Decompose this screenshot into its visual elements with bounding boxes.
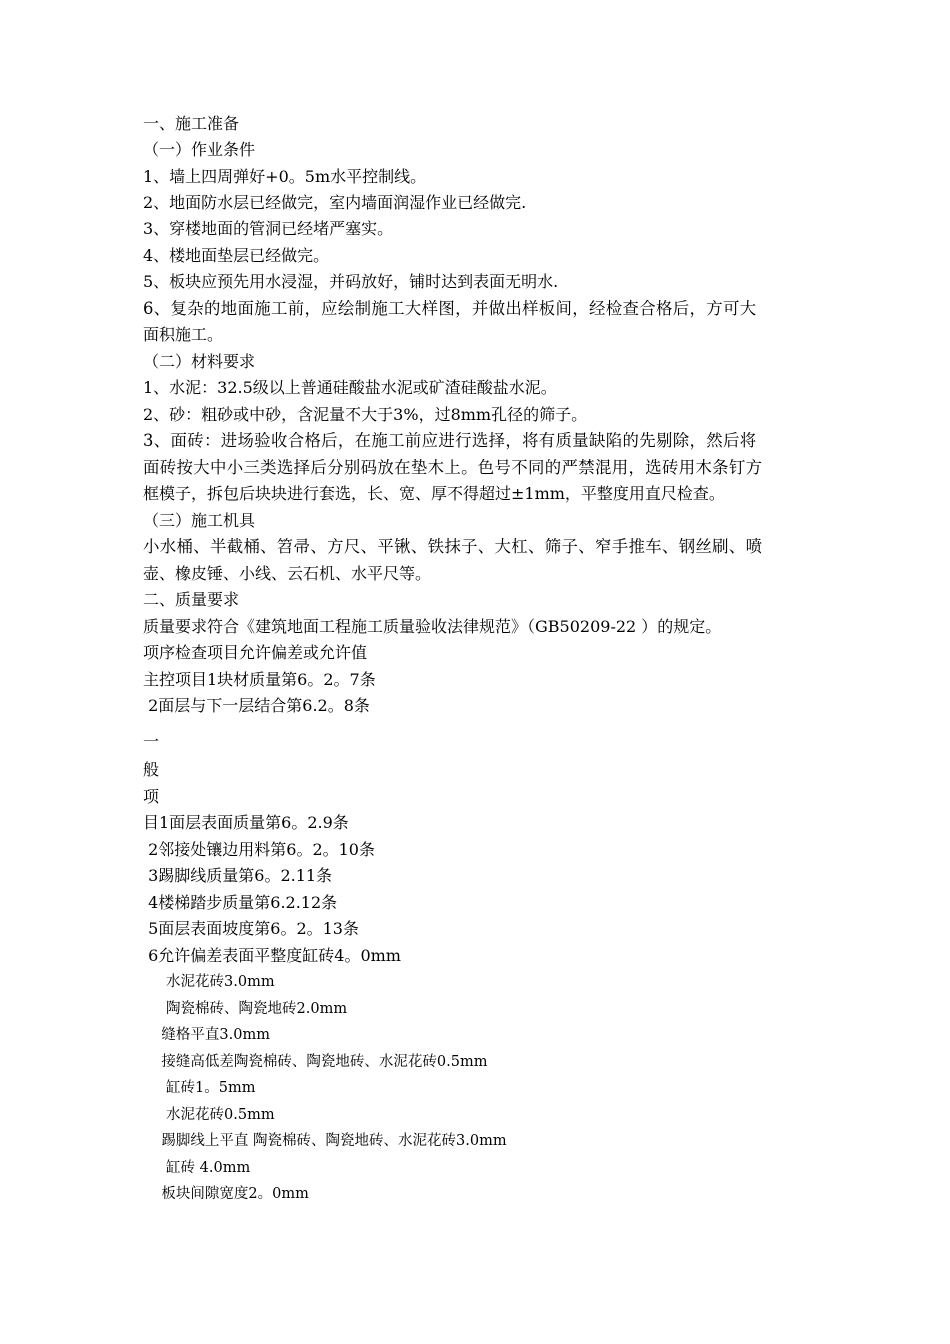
paragraph-line: 质量要求符合《建筑地面工程施工质量验收法律规范》（GB50209-22 ）的规定。 [143, 617, 722, 636]
subheading-working-conditions: （一）作业条件 [143, 140, 256, 159]
table-line: 缸砖 4.0mm [143, 1160, 251, 1176]
table-line: 缝格平直3.0mm [143, 1027, 270, 1043]
paragraph-line: 2、砂：粗砂或中砂，含泥量不大于3%，过8mm孔径的筛子。 [143, 405, 588, 424]
paragraph-line: 小水桶、半截桶、笤帚、方尺、平锹、铁抹子、大杠、筛子、窄手推车、钢丝刷、喷 [143, 537, 763, 556]
table-line: 5面层表面坡度第6。2。13条 [143, 919, 359, 938]
table-line: 6允许偏差表面平整度缸砖4。0mm [143, 946, 401, 965]
paragraph-line: 1、水泥：32.5级以上普通硅酸盐水泥或矿渣硅酸盐水泥。 [143, 378, 557, 397]
paragraph-line: 5、板块应预先用水浸湿，并码放好，铺时达到表面无明水. [143, 272, 559, 291]
table-line: 3踢脚线质量第6。2.11条 [143, 866, 333, 885]
paragraph-line: 1、墙上四周弹好+0。5m水平控制线。 [143, 167, 427, 186]
table-line: 缸砖1。5mm [143, 1080, 256, 1096]
paragraph-line: 3、穿楼地面的管洞已经堵严塞实。 [143, 219, 394, 238]
subheading-material-requirements: （二）材料要求 [143, 352, 256, 371]
table-line: 一 [143, 732, 160, 751]
table-line: 陶瓷棉砖、陶瓷地砖2.0mm [143, 1001, 348, 1017]
table-line: 接缝高低差陶瓷棉砖、陶瓷地砖、水泥花砖0.5mm [143, 1054, 488, 1070]
table-line: 2邻接处镶边用料第6。2。10条 [143, 840, 375, 859]
table-line: 水泥花砖0.5mm [143, 1107, 275, 1123]
paragraph-line: 3、面砖：进场验收合格后，在施工前应进行选择，将有质量缺陷的先剔除，然后将 [143, 431, 757, 450]
table-line: 4楼梯踏步质量第6.2.12条 [143, 893, 338, 912]
table-header-line: 项序检查项目允许偏差或允许值 [143, 643, 368, 662]
subheading-tools: （三）施工机具 [143, 511, 256, 530]
table-line: 项 [143, 787, 160, 806]
paragraph-line: 面积施工。 [143, 325, 224, 344]
paragraph-line: 4、楼地面垫层已经做完。 [143, 246, 330, 265]
paragraph-line: 2、地面防水层已经做完，室内墙面润湿作业已经做完. [143, 193, 527, 212]
table-line: 水泥花砖3.0mm [143, 974, 275, 990]
heading-quality-requirements: 二、质量要求 [143, 590, 240, 609]
table-line: 般 [143, 760, 160, 779]
paragraph-line: 面砖按大中小三类选择后分别码放在垫木上。色号不同的严禁混用，选砖用木条钉方 [143, 458, 763, 477]
table-line: 踢脚线上平直 陶瓷棉砖、陶瓷地砖、水泥花砖3.0mm [143, 1133, 507, 1149]
paragraph-line: 6、复杂的地面施工前，应绘制施工大样图，并做出样板间，经检查合格后，方可大 [143, 299, 757, 318]
table-line: 2面层与下一层结合第6.2。8条 [143, 696, 370, 715]
paragraph-line: 壶、橡皮锤、小线、云石机、水平尺等。 [143, 564, 432, 583]
table-line: 目1面层表面质量第6。2.9条 [143, 813, 349, 832]
table-line: 主控项目1块材质量第6。2。7条 [143, 670, 376, 689]
heading-construction-prep: 一、施工准备 [143, 114, 240, 133]
table-line: 板块间隙宽度2。0mm [143, 1186, 309, 1202]
paragraph-line: 框模子，拆包后块块进行套选，长、宽、厚不得超过±1mm，平整度用直尺检查。 [143, 484, 725, 503]
